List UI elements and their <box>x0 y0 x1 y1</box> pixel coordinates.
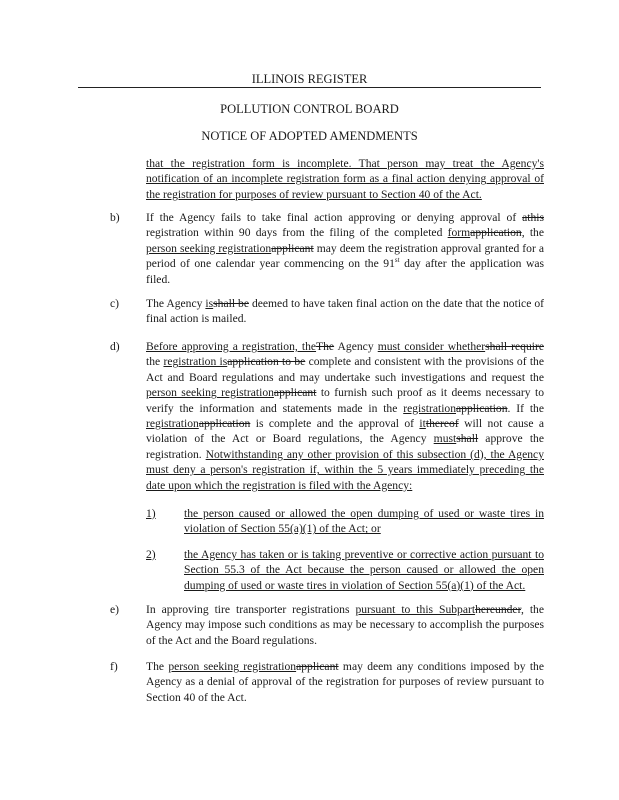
deleted-text: shall require <box>485 340 544 353</box>
paragraph-d: Before approving a registration, theThe Agency must consider whethershall require the registration isapplication to be complete and consistent with the provisions of the Act and Board regulations and may undertake such investigations and request the person seeking registrationapplicant to furnish such proof as it deems necessary to verify the information and statements made in the registrationapplication. If the registrationapplication is complete and the approval of itthereof will not cause a violation of the Act or Board regulations, the Agency mustshall approve the registration. Notwithstanding any other provision of this subsection (d), the Agency must deny a person's registration if, within the 5 years immediately preceding the date upon which the registration is filed with the Agency: <box>146 340 545 492</box>
item-label-d: d) <box>110 340 120 353</box>
paragraph-e: In approving tire transporter registrations pursuant to this Subparthereunder, the Agency may impose such conditions as may be necessary to accomplish the purposes of the Act and the Board regulations. <box>146 603 544 647</box>
inserted-text: the person caused or allowed the open dumping of used or waste tires in violation of Section 55(a)(1) of the Act; or <box>184 507 544 536</box>
inserted-text: form <box>447 226 471 240</box>
inserted-text: person seeking registration <box>168 660 297 673</box>
subparagraph-1 <box>184 506 544 537</box>
deleted-text: application <box>456 401 508 415</box>
deleted-text: shall <box>456 432 479 446</box>
inserted-text: is <box>205 297 214 310</box>
inserted-text: registration <box>403 401 457 415</box>
subitem-label-2: 2) <box>146 548 156 561</box>
board-name: POLLUTION CONTROL BOARD <box>220 102 399 116</box>
deleted-text: shall be <box>213 297 249 310</box>
inserted-text: registration is <box>163 355 228 369</box>
inserted-text: person seeking registration <box>146 241 272 255</box>
deleted-text: application <box>198 417 251 431</box>
item-label-c: c) <box>110 297 120 310</box>
deleted-text: hereunder <box>475 603 521 616</box>
inserted-text: person seeking registration <box>146 386 274 400</box>
deleted-text: application <box>470 226 522 240</box>
inserted-text: must consider whether <box>377 340 486 353</box>
deleted-text: applicant <box>271 241 314 255</box>
deleted-text: thereof <box>425 417 459 431</box>
deleted-text: athis <box>522 211 544 224</box>
inserted-text: registration <box>146 417 199 431</box>
deleted-text: The <box>316 340 335 353</box>
header-rule <box>78 87 541 88</box>
paragraph-b: If the Agency fails to take final action approving or denying approval of athis registration within 90 days from the filing of the completed formapplication, the person seeking registrationapplicant may deem the registration approval granted for a period of one calendar year commencing on the 91st day after the application was filed. <box>146 211 545 286</box>
subitem-label-1: 1) <box>146 507 156 520</box>
notice-title: NOTICE OF ADOPTED AMENDMENTS <box>201 129 418 143</box>
continued-paragraph <box>146 156 544 202</box>
deleted-text: applicant <box>273 386 317 400</box>
inserted-text: Notwithstanding any other provision of this subsection (d), the Agency must deny a person's registration if, within the 5 years immediately preceding the date upon which the registration is filed with the Agency: <box>146 447 544 492</box>
deleted-text: applicant <box>296 660 339 673</box>
paragraph-f: The person seeking registrationapplicant may deem any conditions imposed by the Agency as a denial of approval of the registration for purposes of review pursuant to Section 40 of the Act. <box>146 660 544 704</box>
item-label-e: e) <box>110 603 120 616</box>
inserted-text: Before approving a registration, the <box>146 340 317 353</box>
paragraph-c: The Agency isshall be deemed to have taken final action on the date that the notice of final action is mailed. <box>146 297 544 326</box>
register-title: ILLINOIS REGISTER <box>251 72 368 86</box>
subparagraph-2 <box>184 547 544 593</box>
deleted-text: application to be <box>227 355 306 369</box>
inserted-text: pursuant to this Subpart <box>355 603 476 616</box>
inserted-text: must <box>433 432 457 446</box>
inserted-text: it <box>419 417 426 431</box>
item-label-b: b) <box>110 211 120 224</box>
inserted-text: the Agency has taken or is taking preventive or corrective action pursuant to Section 55.3 of the Act because the person caused or allowed the open dumping of used or waste tires in violation of Section 55(a)(1) of the Act. <box>184 548 544 592</box>
item-label-f: f) <box>110 660 118 673</box>
inserted-text: that the registration form is incomplete. That person may treat the Agency's notification of an incomplete registration form as a final action denying approval of the registration for purposes of review pursuant to Section 40 of the Act. <box>146 157 544 201</box>
